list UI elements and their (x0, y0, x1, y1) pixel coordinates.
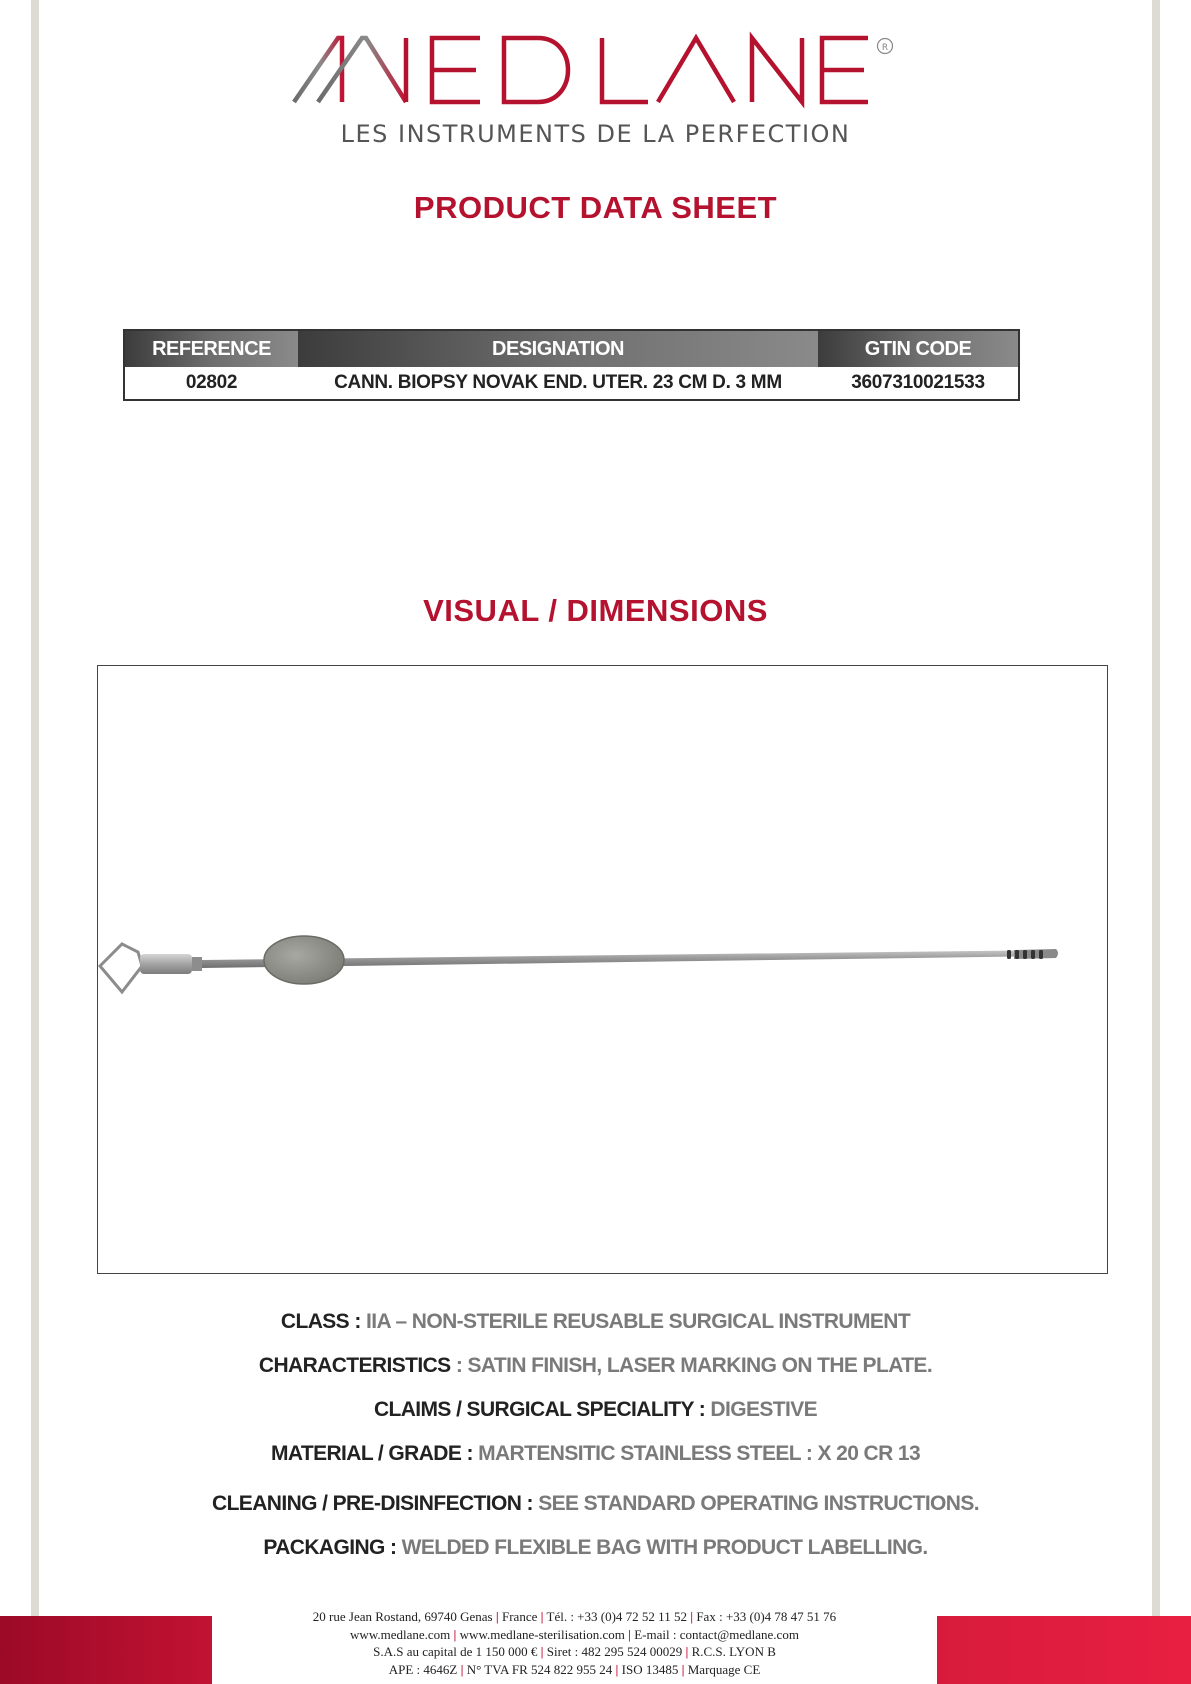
brand-tagline: LES INSTRUMENTS DE LA PERFECTION (340, 120, 851, 148)
spec-value: DIGESTIVE (705, 1398, 818, 1421)
footer-address-line: 20 rue Jean Rostand, 69740 Genas | France | Tél. : +33 (0)4 72 52 11 52 | Fax : +33 (0)4 78 47 51 76 (312, 1609, 837, 1624)
spec-label: CHARACTERISTICS (258, 1354, 451, 1377)
spec-characteristics (0, 1354, 1191, 1378)
footer-company-info (212, 1608, 937, 1678)
spec-label: CLASS : (280, 1310, 361, 1333)
hub-connector-shape (140, 954, 192, 974)
registered-mark: R (881, 43, 889, 53)
spec-label: CLEANING / PRE-DISINFECTION : (212, 1492, 533, 1515)
spec-packaging (0, 1536, 1191, 1560)
cell-gtin-code: 3607310021533 (851, 372, 985, 393)
laser-marking-plate-shape (264, 936, 344, 984)
spec-surgical-speciality (0, 1398, 1191, 1422)
instrument-illustration (98, 666, 1109, 1275)
spec-value: WELDED FLEXIBLE BAG WITH PRODUCT LABELLING. (396, 1536, 928, 1559)
footer-certification-line: APE : 4646Z | N° TVA FR 524 822 955 24 | ISO 13485 | Marquage CE (388, 1661, 761, 1677)
spec-label: PACKAGING : (263, 1536, 397, 1559)
spec-label: MATERIAL / GRADE : (270, 1442, 473, 1465)
visual-dimensions-title: VISUAL / DIMENSIONS (423, 593, 768, 628)
header-designation: DESIGNATION (298, 330, 818, 367)
spec-class (0, 1310, 1191, 1334)
spec-value: SEE STANDARD OPERATING INSTRUCTIONS. (532, 1492, 979, 1515)
footer-web-line: www.medlane.com | www.medlane-sterilisation.com | E-mail : contact@medlane.com (350, 1626, 799, 1642)
spec-cleaning (0, 1492, 1191, 1516)
reference-table (123, 329, 1020, 401)
footer-email[interactable]: E-mail : contact@medlane.com (634, 1626, 799, 1642)
spec-value: MARTENSITIC STAINLESS STEEL : X 20 CR 13 (472, 1442, 921, 1465)
cell-reference: 02802 (185, 372, 238, 393)
footer-link-medlane[interactable]: www.medlane.com (350, 1626, 451, 1642)
header-gtin-code: GTIN CODE (818, 330, 1019, 367)
ring-handle-shape (100, 944, 142, 992)
product-visual-frame (97, 665, 1108, 1274)
page-title: PRODUCT DATA SHEET (413, 190, 778, 225)
footer-legal-line: S.A.S au capital de 1 150 000 € | Siret : 482 295 524 00029 | R.C.S. LYON B (373, 1644, 776, 1659)
spec-material-grade (0, 1442, 1191, 1466)
header-reference: REFERENCE (124, 330, 298, 367)
cell-designation: CANN. BIOPSY NOVAK END. UTER. 23 CM D. 3 MM (334, 372, 782, 393)
spec-label: CLAIMS / SURGICAL SPECIALITY : (373, 1398, 706, 1421)
spec-value: IIA – NON-STERILE REUSABLE SURGICAL INSTRUMENT (360, 1310, 911, 1333)
spec-value: : SATIN FINISH, LASER MARKING ON THE PLATE. (450, 1354, 933, 1377)
table-header-row (124, 330, 1019, 367)
footer-right-band (937, 1616, 1191, 1684)
footer-left-band (0, 1616, 212, 1684)
footer-link-sterilisation[interactable]: www.medlane-sterilisation.com (459, 1626, 625, 1642)
table-row (124, 367, 1019, 400)
